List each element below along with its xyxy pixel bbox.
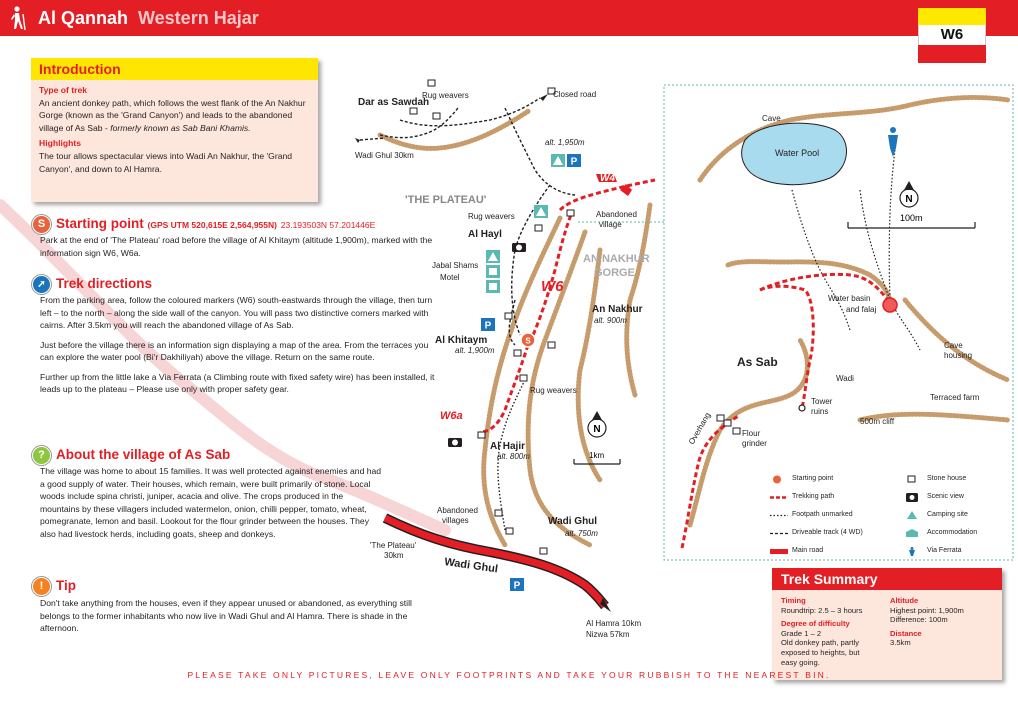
- type-of-trek-text: An ancient donkey path, which follows the west flank of the An Nakhur Gorge (known as the 'Grand Canyon') and leads to the abandoned village of As Sab -: [39, 97, 306, 133]
- label-w6: W6: [541, 278, 564, 295]
- timing-label: Timing: [781, 596, 806, 605]
- label-cave: Cave: [762, 114, 781, 123]
- via-ferrata-line: [889, 150, 895, 300]
- timing-value: Roundtrip: 2.5 – 3 hours: [781, 605, 863, 615]
- trek-directions-heading: Trek directions: [56, 276, 153, 291]
- main-scale-label: 1km: [589, 451, 605, 460]
- water-basin-marker: [883, 298, 897, 312]
- altitude-label: Altitude: [890, 596, 919, 605]
- label-abandoned-village-b: village: [599, 220, 622, 229]
- starting-point-text: Park at the end of 'The Plateau' road before the village of Al Khitaym (altitude 1,900m), marked with the information sign W6, W6a.: [40, 235, 433, 258]
- trek-code: W6: [918, 25, 986, 45]
- label-the-plateau-30km-b: 30km: [384, 551, 404, 560]
- label-rug-weavers-1: Rug weavers: [422, 91, 469, 100]
- label-rug-weavers-2: Rug weavers: [468, 212, 515, 221]
- label-nizwa: Nizwa 57km: [586, 630, 630, 639]
- svg-text:N: N: [905, 194, 913, 205]
- label-al-hajir: Al Hajir: [490, 441, 526, 452]
- label-flour-1: Flour: [742, 429, 761, 438]
- label-wadi-ghul-30km: Wadi Ghul 30km: [355, 151, 414, 160]
- label-tower-2: ruins: [811, 407, 829, 416]
- label-water-pool: Water Pool: [775, 148, 820, 158]
- label-w4: W4: [600, 173, 615, 184]
- altitude-difference: Difference: 100m: [890, 615, 948, 625]
- trek-summary-box: [772, 568, 1002, 680]
- label-the-plateau-30km-a: 'The Plateau': [370, 541, 417, 550]
- label-jabal-shams-1: Jabal Shams: [432, 261, 479, 270]
- label-an-nakhur-gorge-1: AN NAKHUR: [583, 253, 650, 265]
- label-jabal-shams-2: Motel: [440, 273, 460, 282]
- trek-summary-heading: Trek Summary: [781, 571, 878, 587]
- footer-note: PLEASE TAKE ONLY PICTURES, LEAVE ONLY FOOTPRINTS AND TAKE YOUR RUBBISH TO THE NEAREST BIN.: [187, 670, 831, 680]
- label-al-hayl: Al Hayl: [468, 229, 502, 240]
- directions-paragraph-2: Just before the village there is an information sign displaying a map of the area. From the terraces you can explore the water pool (Bi'r Dakhiliyah) above the village. Return on the same route.: [40, 339, 429, 362]
- arrow-icon: ➚: [32, 275, 51, 294]
- label-water-basin-1: Water basin: [828, 294, 871, 303]
- summary-right-column: [890, 596, 964, 648]
- label-wadi: Wadi: [836, 374, 854, 383]
- svg-text:N: N: [593, 424, 601, 435]
- label-cave-housing-1: Cave: [944, 341, 963, 350]
- inset-scale-label: 100m: [900, 213, 923, 223]
- label-al-hamra: Al Hamra 10km: [586, 619, 642, 628]
- distance-label: Distance: [890, 628, 922, 638]
- tip-text: Don't take anything from the houses, even if they appear unused or abandoned, as everything still belongs to the former inhabitants who now live in Wadi Ghul and Al Hamra. There is shade in the afternoon.: [40, 598, 412, 633]
- svg-text:S: S: [525, 336, 531, 346]
- label-an-nakhur: An Nakhur: [592, 304, 643, 315]
- highest-point: Highest point: 1,900m: [890, 605, 964, 615]
- exclamation-icon: !: [32, 577, 51, 596]
- about-text: The village was home to about 15 families. It was well protected against enemies and had a good supply of water. Their houses, which remain, were built primarily of stone. Local woods include spina christi, juniper, acacia and olive. The crops produced in the mountains by these villagers included watermelon, onion, chilli pepper, tomato, wheat, pomegranate, lemon and basil. Lookout for the flour grinder between the houses. They also had livestock herds, including goats, sheep and donkeys.: [40, 466, 382, 539]
- label-rug-weavers-3: Rug weavers: [530, 386, 577, 395]
- label-wadi-ghul: Wadi Ghul: [548, 516, 598, 527]
- difficulty-label: Degree of difficulty: [781, 619, 850, 629]
- svg-text:P: P: [570, 156, 578, 168]
- page-title: Al Qannah: [38, 8, 129, 28]
- about-heading: About the village of As Sab: [56, 447, 231, 462]
- label-as-sab: As Sab: [737, 355, 778, 369]
- label-alt-750: alt. 750m: [565, 529, 598, 538]
- starting-point-icon: S: [32, 215, 51, 234]
- grade-value: Grade 1 – 2: [781, 628, 822, 638]
- inset-north-arrow: [900, 181, 918, 207]
- type-of-trek-label: Type of trek: [39, 85, 88, 95]
- label-flour-2: grinder: [742, 439, 767, 448]
- via-ferrata-icon: [888, 127, 898, 157]
- label-al-khitaym: Al Khitaym: [435, 335, 488, 346]
- svg-text:P: P: [484, 320, 492, 332]
- label-alt-900: alt. 900m: [594, 316, 627, 325]
- directions-paragraph-1: From the parking area, follow the coloured markers (W6) south-eastwards through the village, then turn left – to the north – along the side wall of the canyon. You will pass two distinctive corners marked with cairns. After 3.5km you will reach the abandoned village of As Sab.: [40, 295, 433, 330]
- starting-point-heading: Starting point (GPS UTM 520,615E 2,564,955N) 23.193503N 57.201446E: [56, 216, 376, 231]
- label-alt-1950: alt. 1,950m: [545, 138, 585, 147]
- label-overhang: Overhang: [686, 411, 713, 446]
- label-abandoned-village-a: Abandoned: [596, 210, 637, 219]
- label-abandoned-villages-b: villages: [442, 516, 469, 525]
- tip-heading: Tip: [56, 578, 76, 593]
- highlights-text: The tour allows spectacular views into Wadi An Nakhur, the 'Grand Canyon', and down to Al Hamra.: [39, 150, 293, 174]
- label-wadi-ghul-road: Wadi Ghul: [443, 556, 499, 576]
- region-subtitle: Western Hajar: [138, 8, 259, 28]
- distance-value: 3.5km: [890, 638, 911, 648]
- difficulty-line-1: Old donkey path, partly: [781, 638, 860, 648]
- label-cave-housing-2: housing: [944, 351, 973, 360]
- type-of-trek-italic: formerly known as Sab Bani Khamis.: [110, 122, 251, 133]
- label-dar-as-sawdah: Dar as Sawdah: [358, 97, 430, 108]
- label-an-nakhur-gorge-2: GORGE: [594, 267, 635, 279]
- label-terraced-farm: Terraced farm: [930, 393, 980, 402]
- label-tower-1: Tower: [811, 397, 833, 406]
- question-icon: ?: [32, 446, 51, 465]
- label-w6a: W6a: [440, 410, 463, 422]
- label-abandoned-villages-a: Abandoned: [437, 506, 478, 515]
- highlights-label: Highlights: [39, 138, 82, 149]
- introduction-heading: Introduction: [39, 61, 121, 77]
- gps-coords: 23.193503N 57.201446E: [280, 220, 376, 230]
- label-alt-1900: alt. 1,900m: [455, 346, 495, 355]
- directions-paragraph-3: Further up from the little lake a Via Ferrata (a Climbing route with fixed safety wire) has been installed, it leads up to the plateau – Please use only with proper safety gear.: [40, 371, 435, 394]
- svg-text:P: P: [513, 580, 521, 592]
- label-alt-800: alt. 800m: [497, 452, 530, 461]
- label-water-basin-2: and falaj: [846, 305, 877, 314]
- label-500m-cliff: 500m cliff: [860, 417, 895, 426]
- difficulty-line-2: exposed to heights, but: [781, 647, 860, 657]
- label-the-plateau: 'THE PLATEAU': [405, 194, 487, 206]
- difficulty-line-3: easy going.: [781, 657, 820, 667]
- tower-icon: [799, 405, 805, 411]
- gps-utm: (GPS UTM 520,615E 2,564,955N): [147, 220, 277, 230]
- label-closed-road: Closed road: [553, 90, 597, 99]
- summary-left-column: [781, 596, 862, 667]
